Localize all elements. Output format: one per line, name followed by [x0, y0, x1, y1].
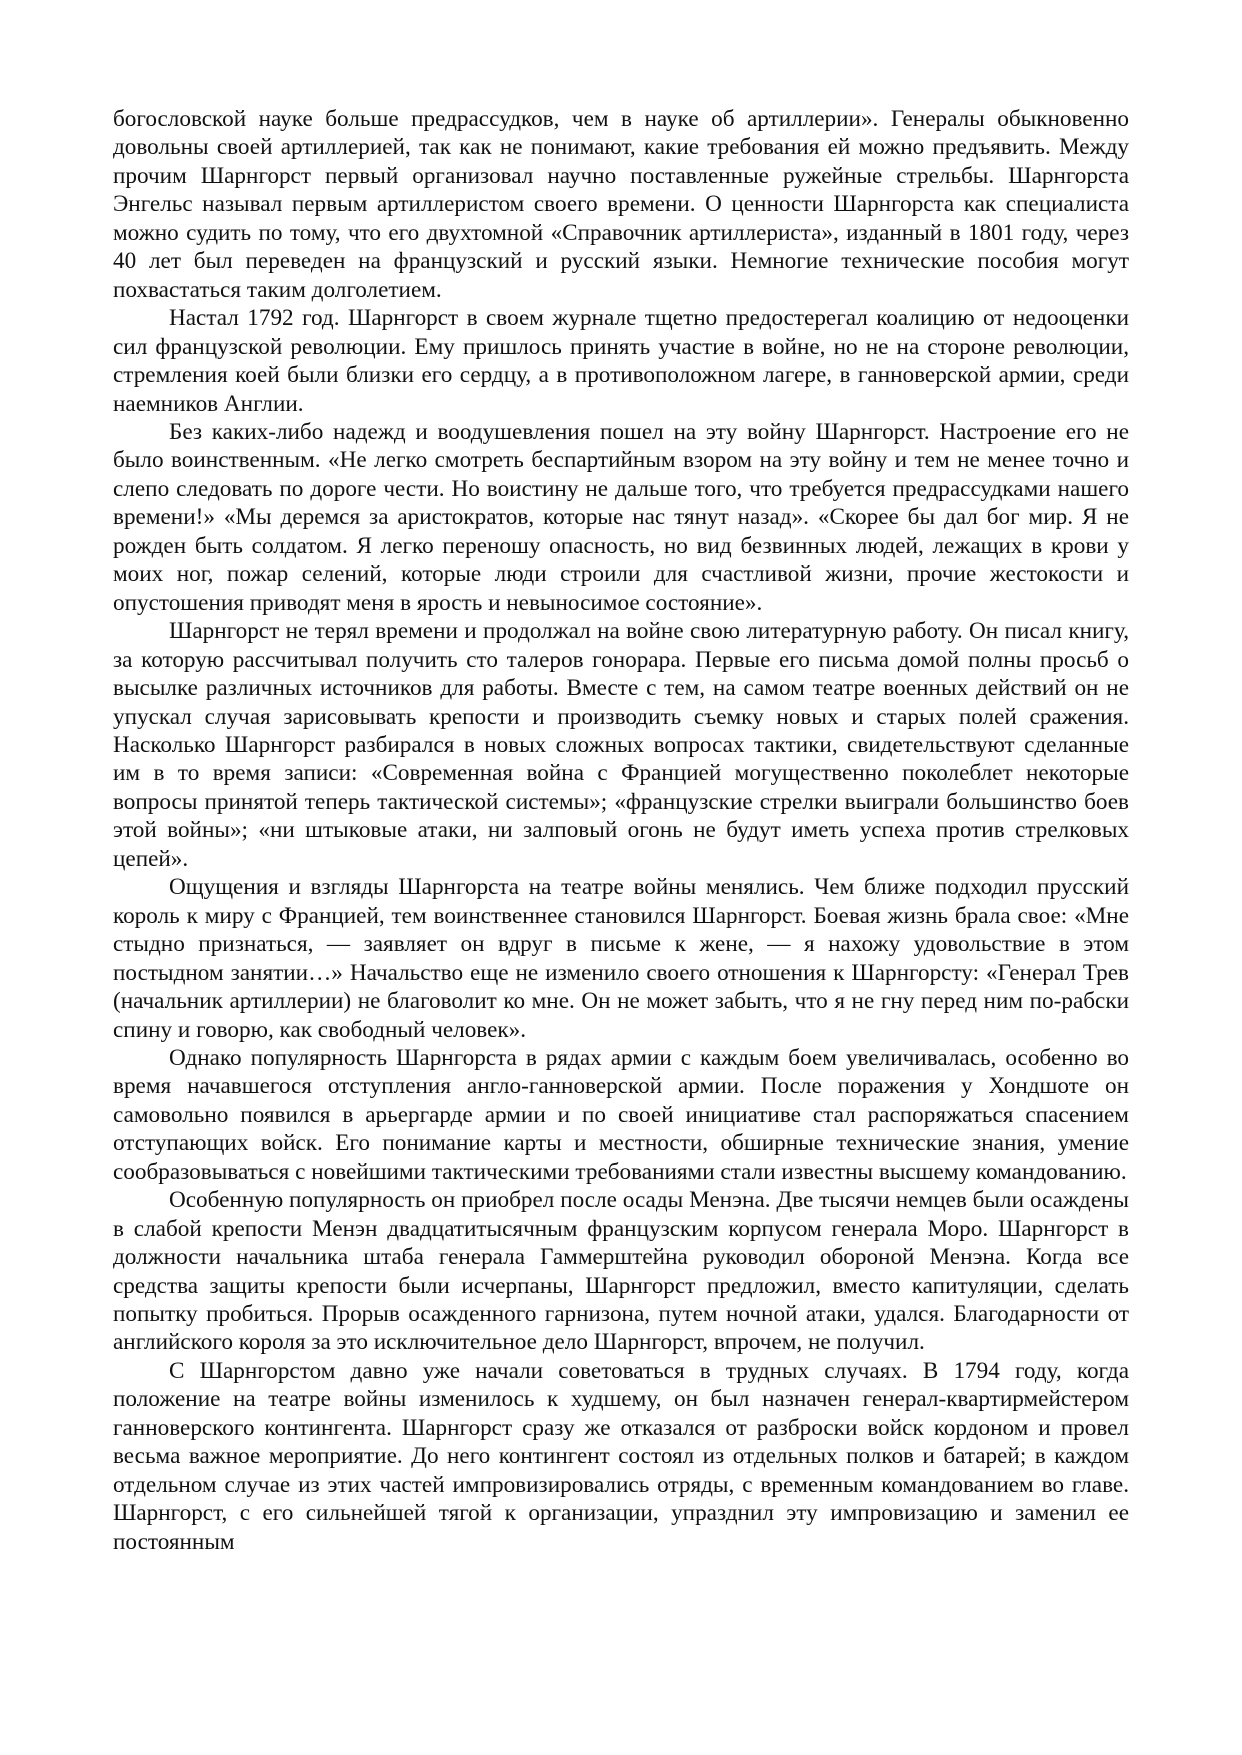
paragraph-1: богословской науке больше предрассудков, чем в науке об артиллерии». Генералы обыкновенно довольны своей артиллерией, так как не понимают, какие требования ей можно предъявить. Между прочим Шарнгорст первый организовал научно поставленные ружейные стрельбы. Шарнгорста Энгельс называл первым артиллеристом своего времени. О ценности Шарнгорста как специалиста можно судить по тому, что его двухтомной «Справочник артиллериста», изданный в 1801 году, через 40 лет был переведен на французский и русский языки. Немногие технические пособия могут похвастаться таким долголетием. [113, 106, 1129, 303]
paragraph-5: Ощущения и взгляды Шарнгорста на театре войны менялись. Чем ближе подходил прусский король к миру с Францией, тем воинственнее становился Шарнгорст. Боевая жизнь брала свое: «Мне стыдно признаться, — заявляет он вдруг в письме к жене, — я нахожу удовольствие в этом постыдном занятии…» Начальство еще не изменило своего отношения к Шарнгорсту: «Генерал Трев (начальник артиллерии) не благоволит ко мне. Он не может забыть, что я не гну перед ним по-рабски спину и говорю, как свободный человек». [113, 874, 1129, 1043]
paragraph-8: С Шарнгорстом давно уже начали советоваться в трудных случаях. В 1794 году, когда положение на театре войны изменилось к худшему, он был назначен генерал-квартирмейстером ганноверского контингента. Шарнгорст сразу же отказался от разброски войск кордоном и провел весьма важное мероприятие. До него контингент состоял из отдельных полков и батарей; в каждом отдельном случае из этих частей импровизировались отряды, с временным командованием во главе. Шарнгорст, с его сильнейшей тягой к организации, упразднил эту импровизацию и заменил ее постоянным [113, 1357, 1129, 1555]
document-page [113, 105, 1129, 1556]
paragraph-4: Шарнгорст не терял времени и продолжал на войне свою литературную работу. Он писал книгу, за которую рассчитывал получить сто талеров гонорара. Первые его письма домой полны просьб о высылке различных источников для работы. Вместе с тем, на самом театре военных действий он не упускал случая зарисовывать крепости и производить съемку новых и старых полей сражения. Насколько Шарнгорст разбирался в новых сложных вопросах тактики, свидетельствуют сделанные им в то время записи: «Современная война с Францией могущественно поколеблет некоторые вопросы принятой теперь тактической системы»; «французские стрелки выиграли большинство боев этой войны»; «ни штыковые атаки, ни залповый огонь не будут иметь успеха против стрелковых цепей». [113, 618, 1129, 872]
paragraph-6: Однако популярность Шарнгорста в рядах армии с каждым боем увеличивалась, особенно во время начавшегося отступления англо-ганноверской армии. После поражения у Хондшоте он самовольно появился в арьергарде армии и по своей инициативе стал распоряжаться спасением отступающих войск. Его понимание карты и местности, обширные технические знания, умение сообразовываться с новейшими тактическими требованиями стали известны высшему командованию. [113, 1044, 1129, 1185]
paragraph-7: Особенную популярность он приобрел после осады Менэна. Две тысячи немцев были осаждены в слабой крепости Менэн двадцатитысячным французским корпусом генерала Моро. Шарнгорст в должности начальника штаба генерала Гаммерштейна руководил обороной Менэна. Когда все средства защиты крепости были исчерпаны, Шарнгорст предложил, вместо капитуляции, сделать попытку пробиться. Прорыв осажденного гарнизона, путем ночной атаки, удался. Благодарности от английского короля за это исключительное дело Шарнгорст, впрочем, не получил. [113, 1187, 1129, 1356]
paragraph-2: Настал 1792 год. Шарнгорст в своем журнале тщетно предостерегал коалицию от недооценки сил французской революции. Ему пришлось принять участие в войне, но не на стороне революции, стремления коей были близки его сердцу, а в противоположном лагере, в ганноверской армии, среди наемников Англии. [113, 305, 1129, 417]
paragraph-3: Без каких-либо надежд и воодушевления пошел на эту войну Шарнгорст. Настроение его не было воинственным. «Не легко смотреть беспартийным взором на эту войну и тем не менее точно и слепо следовать по дороге чести. Но воистину не дальше того, что требуется предрассудками нашего времени!» «Мы деремся за аристократов, которые нас тянут назад». «Скорее бы дал бог мир. Я не рожден быть солдатом. Я легко переношу опасность, но вид безвинных людей, лежащих в крови у моих ног, пожар селений, которые люди строили для счастливой жизни, прочие жестокости и опустошения приводят меня в ярость и невыносимое состояние». [113, 418, 1129, 616]
